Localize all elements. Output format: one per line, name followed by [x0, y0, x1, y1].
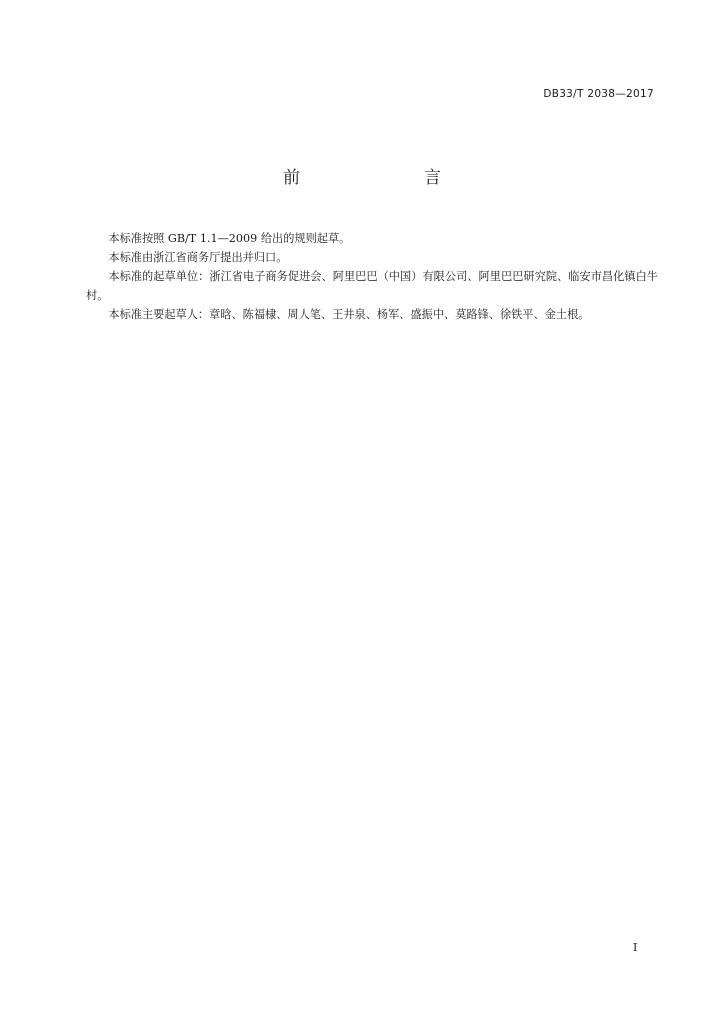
paragraph-drafting-units: 本标准的起草单位：浙江省电子商务促进会、阿里巴巴（中国）有限公司、阿里巴巴研究院、临安市昌化镇白牛村。 [86, 270, 658, 302]
page-title: 前 言 [283, 168, 471, 188]
foreword-body [86, 229, 658, 324]
page-number: I [633, 941, 638, 954]
paragraph-drafting-rules: 本标准按照 GB/T 1.1—2009 给出的规则起草。 [108, 232, 351, 245]
paragraph-proposer: 本标准由浙江省商务厅提出并归口。 [108, 251, 288, 264]
paragraph-drafters: 本标准主要起草人：章晗、陈福棣、周人笔、王井泉、杨军、盛振中、莫路锋、徐铁平、金土根。 [108, 308, 590, 321]
standard-code: DB33/T 2038—2017 [543, 88, 654, 100]
